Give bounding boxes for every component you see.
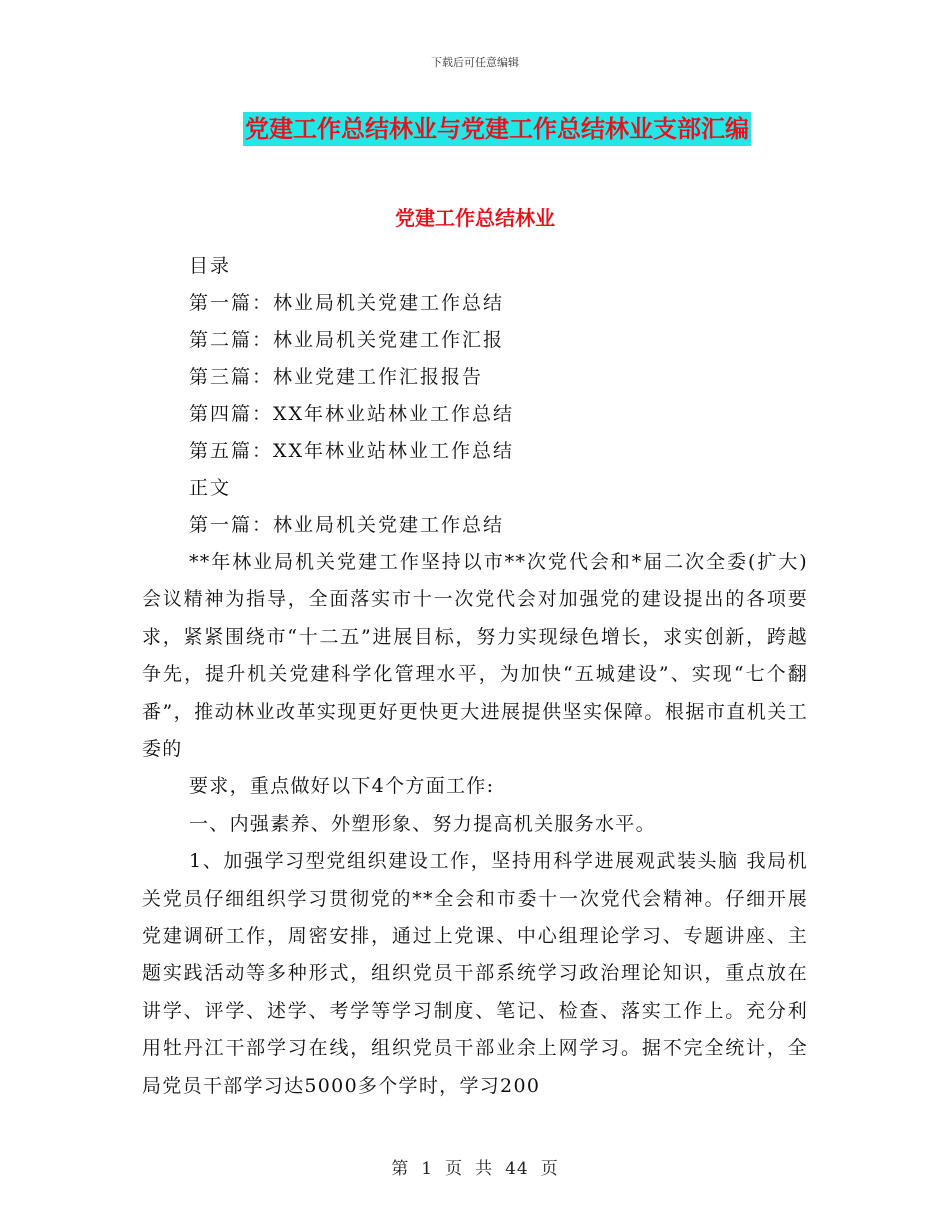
header-note: 下载后可任意编辑 (431, 56, 519, 69)
paragraph: 一、内强素养、外塑形象、努力提高机关服务水平。 (189, 812, 656, 835)
toc-item: 第二篇：林业局机关党建工作汇报 (189, 329, 505, 351)
paragraph: 1、加强学习型党组织建设工作，坚持用科学进展观武装头脑 我局机关党员仔细组织学习贯彻党的**全会和市委十一次党代会精神。仔细开展党建调研工作，周密安排，通过上党课、中心组理论学习、专题讲座、主题实践活动等多种形式，组织党员干部系统学习政治理论知识，重点放在讲学、评学、述学、考学等学习制度、笔记、检查、落实工作上。充分利用牡丹江干部学习在线，组织党员干部业余上网学习。据不完全统计，全局党员干部学习达5000多个学时，学习200 (142, 850, 808, 1097)
toc-item: 第五篇：XX年林业站林业工作总结 (189, 440, 515, 462)
page-footer (0, 1154, 950, 1179)
footer-total-unit: 页 (540, 1159, 559, 1179)
footer-page-unit: 页 (445, 1159, 464, 1179)
footer-prefix: 第 (391, 1159, 410, 1179)
document-main-title: 党建工作总结林业与党建工作总结林业支部汇编 (243, 112, 751, 146)
paragraph: **年林业局机关党建工作坚持以市**次党代会和*届二次全委(扩大)会议精神为指导，全面落实市十一次党代会对加强党的建设提出的各项要求，紧紧围绕市“十二五”进展目标，努力实现绿色增长，求实创新，跨越争先，提升机关党建科学化管理水平，为加快“五城建设”、实现“七个翻番”，推动林业改革实现更好更快更大进展提供坚实保障。根据市直机关工委的 (142, 551, 808, 761)
main-title-container (0, 112, 950, 146)
paragraph: 要求，重点做好以下4个方面工作: (189, 775, 495, 798)
toc-item: 第一篇：林业局机关党建工作总结 (189, 292, 505, 314)
body-heading: 正文 (189, 477, 232, 499)
total-pages: 44 (505, 1159, 529, 1179)
chapter-heading: 第一篇：林业局机关党建工作总结 (189, 514, 505, 536)
section-title: 党建工作总结林业 (395, 206, 555, 230)
body-text (142, 544, 808, 1105)
footer-total-prefix: 共 (475, 1159, 494, 1179)
page-number: 1 (421, 1159, 434, 1179)
toc-item: 第三篇：林业党建工作汇报报告 (189, 366, 484, 388)
toc-heading: 目录 (189, 255, 232, 277)
table-of-contents (189, 248, 809, 544)
toc-item: 第四篇：XX年林业站林业工作总结 (189, 403, 515, 425)
